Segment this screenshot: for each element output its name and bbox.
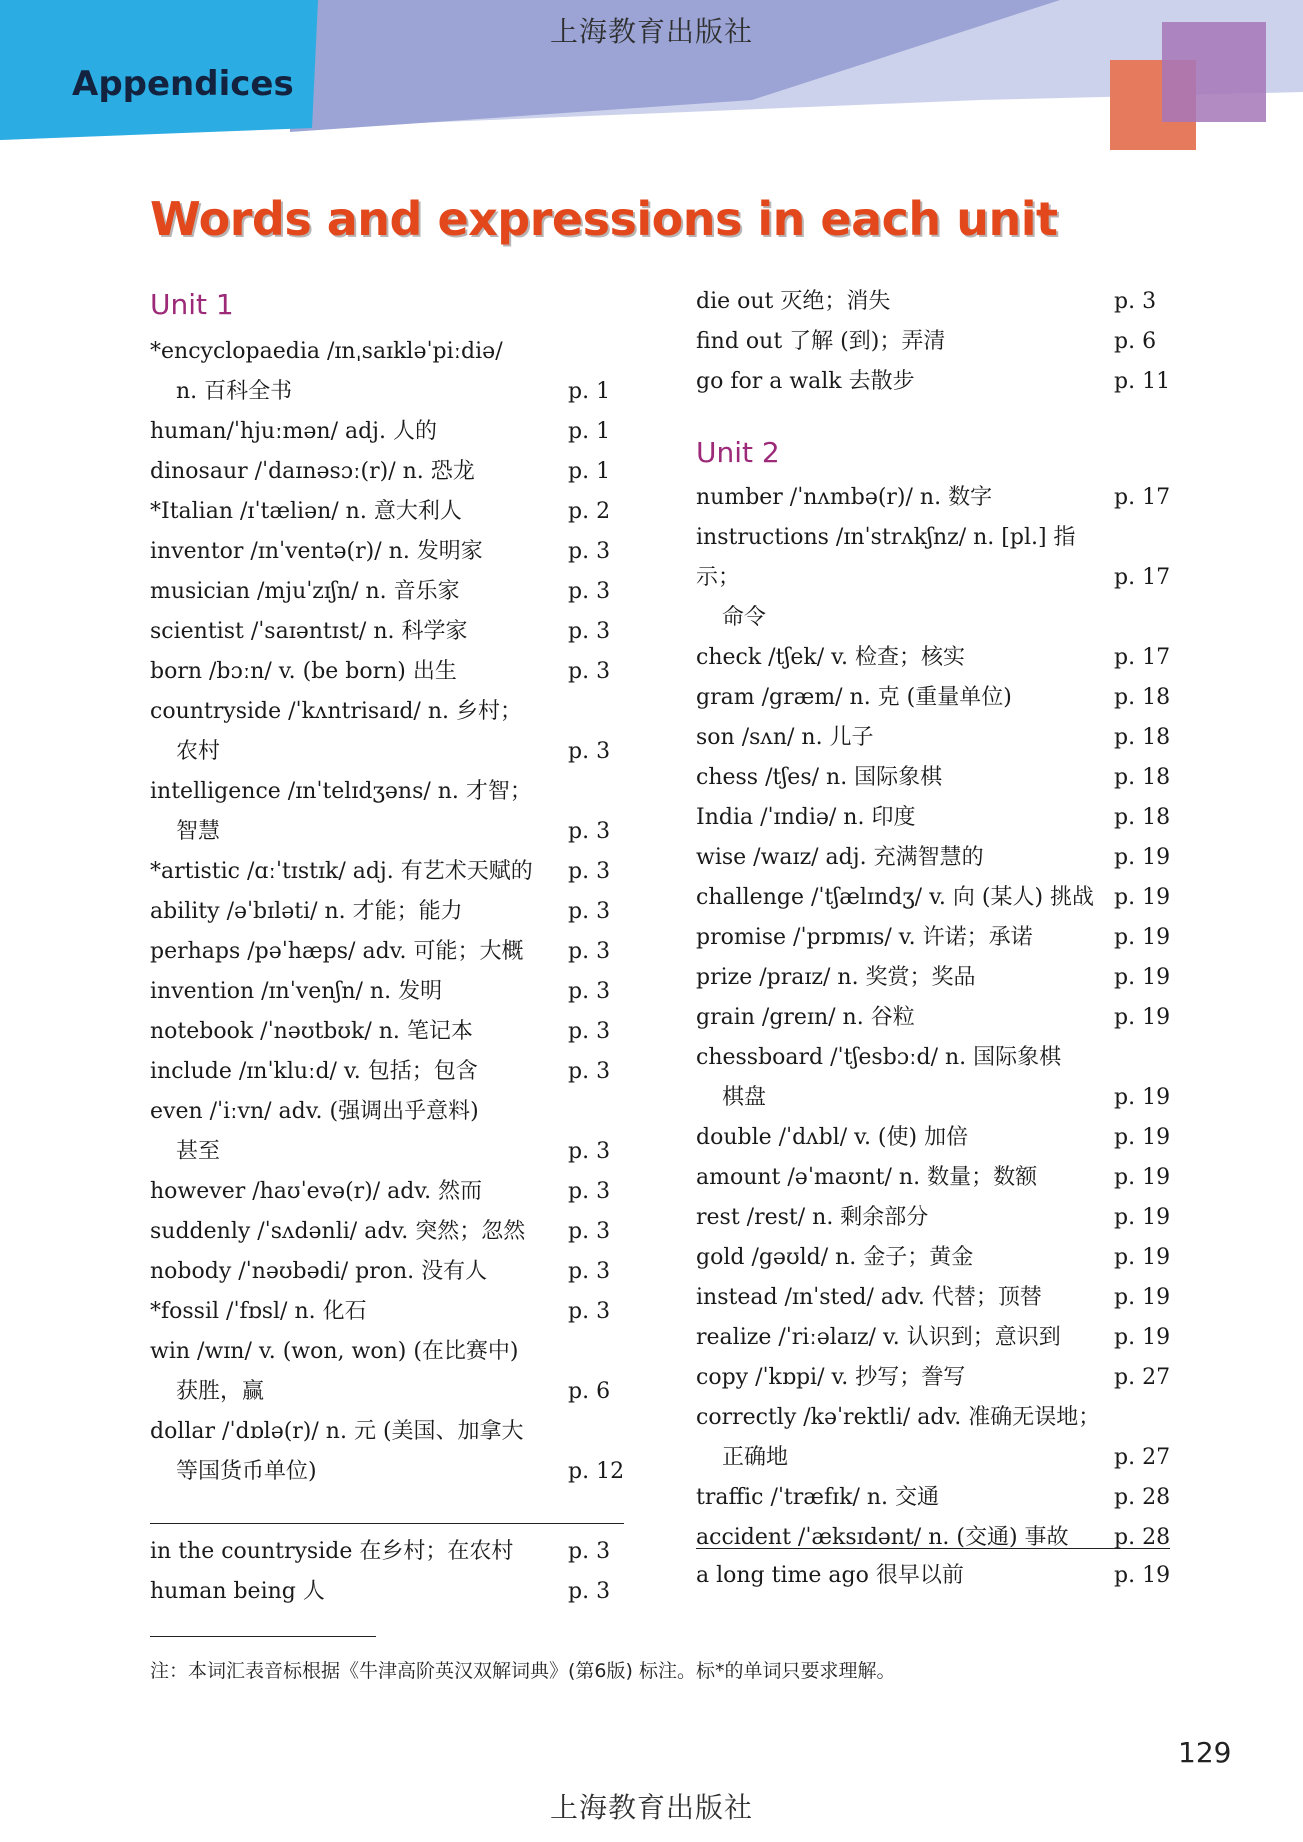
page-reference: p. 19 bbox=[1114, 885, 1171, 910]
page-reference: p. 6 bbox=[568, 1379, 611, 1404]
entry-text bbox=[696, 918, 1114, 958]
footnote-rule bbox=[150, 1636, 376, 1637]
page-reference: p. 27 bbox=[1114, 1365, 1171, 1390]
entry-headword: musician /mjuˈzɪʃn/ n. 音乐家 bbox=[150, 579, 460, 604]
entry-text bbox=[150, 1412, 568, 1492]
entry-row bbox=[150, 452, 624, 492]
unit-1-expression-list bbox=[150, 1532, 624, 1612]
entry-text bbox=[696, 1358, 1114, 1398]
entry-text bbox=[696, 958, 1114, 998]
page-reference: p. 19 bbox=[1114, 1245, 1171, 1270]
entry-row bbox=[696, 998, 1170, 1038]
entry-row bbox=[696, 1238, 1170, 1278]
entry-text bbox=[150, 1012, 568, 1052]
entry-text bbox=[150, 1172, 568, 1212]
page-reference: p. 19 bbox=[1114, 845, 1171, 870]
page-reference: p. 3 bbox=[568, 1179, 611, 1204]
entry-headword: go for a walk 去散步 bbox=[696, 369, 915, 394]
entry-headword: invention /ɪnˈvenʃn/ n. 发明 bbox=[150, 979, 443, 1004]
entry-row bbox=[696, 1556, 1170, 1596]
entry-text bbox=[696, 1198, 1114, 1238]
entry-text bbox=[150, 1292, 568, 1332]
unit-1-expression-list-continued bbox=[696, 282, 1170, 402]
entry-headword: dinosaur /ˈdaɪnəsɔː(r)/ n. 恐龙 bbox=[150, 459, 475, 484]
entry-row bbox=[150, 1092, 624, 1172]
entry-headword: *encyclopaedia /ɪnˌsaɪkləˈpiːdiə/ bbox=[150, 339, 503, 364]
entry-row bbox=[150, 932, 624, 972]
entry-text bbox=[696, 1478, 1114, 1518]
divider-rule bbox=[150, 1523, 624, 1524]
entry-headword: India /ˈɪndiə/ n. 印度 bbox=[696, 805, 916, 830]
entry-headword: correctly /kəˈrektli/ adv. 准确无误地； bbox=[696, 1405, 1101, 1430]
entry-text bbox=[696, 1318, 1114, 1358]
entry-row bbox=[696, 678, 1170, 718]
page-reference: p. 18 bbox=[1114, 725, 1171, 750]
entry-row bbox=[150, 1252, 624, 1292]
entry-row bbox=[150, 972, 624, 1012]
entry-row bbox=[696, 1278, 1170, 1318]
entry-row bbox=[150, 772, 624, 852]
entry-continuation: 农村 bbox=[176, 739, 221, 764]
entry-continuation: 获胜，赢 bbox=[176, 1379, 265, 1404]
page-reference: p. 3 bbox=[568, 619, 611, 644]
entry-text bbox=[696, 798, 1114, 838]
entry-row bbox=[150, 1012, 624, 1052]
page-reference: p. 19 bbox=[1114, 1563, 1171, 1588]
entry-text bbox=[696, 518, 1114, 638]
entry-row bbox=[696, 518, 1170, 638]
entry-text bbox=[696, 758, 1114, 798]
entry-headword: scientist /ˈsaɪəntɪst/ n. 科学家 bbox=[150, 619, 468, 644]
entry-text bbox=[696, 718, 1114, 758]
entry-text bbox=[150, 1572, 568, 1612]
page-reference: p. 17 bbox=[1114, 485, 1171, 510]
entry-headword: challenge /ˈtʃælɪndʒ/ v. 向 (某人) 挑战 bbox=[696, 885, 1095, 910]
unit-2-expression-list bbox=[696, 1556, 1170, 1596]
entry-text bbox=[150, 1532, 568, 1572]
entry-headword: *fossil /ˈfɒsl/ n. 化石 bbox=[150, 1299, 367, 1324]
entry-headword: a long time ago 很早以前 bbox=[696, 1563, 964, 1588]
entry-row bbox=[150, 852, 624, 892]
entry-headword: perhaps /pəˈhæps/ adv. 可能；大概 bbox=[150, 939, 524, 964]
entry-headword: born /bɔːn/ v. (be born) 出生 bbox=[150, 659, 457, 684]
entry-row bbox=[696, 918, 1170, 958]
entry-headword: find out 了解 (到)；弄清 bbox=[696, 329, 946, 354]
page-reference: p. 3 bbox=[568, 1539, 611, 1564]
entry-text bbox=[150, 1092, 568, 1172]
unit-1-heading: Unit 1 bbox=[150, 288, 234, 321]
entry-continuation: 甚至 bbox=[176, 1139, 221, 1164]
entry-row bbox=[696, 1198, 1170, 1238]
page-reference: p. 3 bbox=[568, 899, 611, 924]
entry-headword: amount /əˈmaʊnt/ n. 数量；数额 bbox=[696, 1165, 1038, 1190]
entry-row bbox=[150, 892, 624, 932]
entry-headword: ability /əˈbɪləti/ n. 才能；能力 bbox=[150, 899, 463, 924]
entry-headword: include /ɪnˈkluːd/ v. 包括；包含 bbox=[150, 1059, 478, 1084]
entry-row bbox=[150, 692, 624, 772]
page-reference: p. 17 bbox=[1114, 645, 1171, 670]
entry-headword: prize /praɪz/ n. 奖赏；奖品 bbox=[696, 965, 976, 990]
entry-continuation: 智慧 bbox=[176, 819, 221, 844]
entry-headword: check /tʃek/ v. 检查；核实 bbox=[696, 645, 965, 670]
page-reference: p. 3 bbox=[568, 1579, 611, 1604]
page-reference: p. 27 bbox=[1114, 1445, 1171, 1470]
entry-row bbox=[696, 1318, 1170, 1358]
entry-row bbox=[696, 1038, 1170, 1118]
watermark-bottom: 上海教育出版社 bbox=[549, 1791, 753, 1824]
entry-headword: *Italian /ɪˈtæliən/ n. 意大利人 bbox=[150, 499, 462, 524]
page-reference: p. 3 bbox=[568, 1259, 611, 1284]
page-title: Words and expressions in each unit bbox=[150, 192, 1058, 246]
page-reference: p. 17 bbox=[1114, 565, 1171, 590]
entry-text bbox=[150, 412, 568, 452]
page-reference: p. 1 bbox=[568, 419, 611, 444]
entry-headword: however /haʊˈevə(r)/ adv. 然而 bbox=[150, 1179, 483, 1204]
entry-text bbox=[150, 492, 568, 532]
page-reference: p. 1 bbox=[568, 379, 611, 404]
page-reference: p. 28 bbox=[1114, 1485, 1171, 1510]
entry-row bbox=[150, 1172, 624, 1212]
entry-text bbox=[696, 1118, 1114, 1158]
entry-text bbox=[696, 478, 1114, 518]
entry-text bbox=[150, 1212, 568, 1252]
page-reference: p. 3 bbox=[568, 1299, 611, 1324]
entry-continuation: 等国货币单位) bbox=[176, 1459, 317, 1484]
entry-headword: instead /ɪnˈsted/ adv. 代替；顶替 bbox=[696, 1285, 1042, 1310]
entry-text bbox=[150, 972, 568, 1012]
entry-row bbox=[696, 798, 1170, 838]
entry-text bbox=[150, 932, 568, 972]
entry-continuation: 命令 bbox=[722, 605, 767, 630]
entry-text bbox=[696, 1518, 1114, 1558]
entry-headword: gram /græm/ n. 克 (重量单位) bbox=[696, 685, 1012, 710]
entry-headword: notebook /ˈnəʊtbʊk/ n. 笔记本 bbox=[150, 1019, 473, 1044]
page-reference: p. 19 bbox=[1114, 965, 1171, 990]
section-label: Appendices bbox=[72, 64, 294, 104]
page-reference: p. 18 bbox=[1114, 805, 1171, 830]
page-reference: p. 19 bbox=[1114, 1125, 1171, 1150]
entry-text bbox=[150, 452, 568, 492]
entry-text bbox=[150, 1052, 568, 1092]
entry-headword: dollar /ˈdɒlə(r)/ n. 元 (美国、加拿大 bbox=[150, 1419, 524, 1444]
entry-row bbox=[696, 1118, 1170, 1158]
entry-text bbox=[696, 1278, 1114, 1318]
entry-row bbox=[150, 412, 624, 452]
page-reference: p. 3 bbox=[568, 659, 611, 684]
page-reference: p. 3 bbox=[1114, 289, 1157, 314]
entry-headword: inventor /ɪnˈventə(r)/ n. 发明家 bbox=[150, 539, 483, 564]
page-reference: p. 3 bbox=[568, 859, 611, 884]
entry-headword: rest /rest/ n. 剩余部分 bbox=[696, 1205, 929, 1230]
entry-headword: grain /greɪn/ n. 谷粒 bbox=[696, 1005, 915, 1030]
entry-headword: realize /ˈriːəlaɪz/ v. 认识到；意识到 bbox=[696, 1325, 1061, 1350]
footnote: 注：本词汇表音标根据《牛津高阶英汉双解词典》(第6版) 标注。标*的单词只要求理解。 bbox=[150, 1660, 896, 1682]
page-reference: p. 19 bbox=[1114, 1205, 1171, 1230]
entry-headword: die out 灭绝；消失 bbox=[696, 289, 891, 314]
entry-headword: chessboard /ˈtʃesbɔːd/ n. 国际象棋 bbox=[696, 1045, 1062, 1070]
page-reference: p. 3 bbox=[568, 1139, 611, 1164]
entry-headword: countryside /ˈkʌntrisaɪd/ n. 乡村； bbox=[150, 699, 522, 724]
page-reference: p. 3 bbox=[568, 579, 611, 604]
entry-text bbox=[150, 1332, 568, 1412]
divider-rule bbox=[696, 1548, 1170, 1549]
entry-headword: gold /gəʊld/ n. 金子；黄金 bbox=[696, 1245, 974, 1270]
entry-headword: number /ˈnʌmbə(r)/ n. 数字 bbox=[696, 485, 993, 510]
page-number: 129 bbox=[1178, 1736, 1232, 1769]
page-reference: p. 2 bbox=[568, 499, 611, 524]
entry-text bbox=[150, 332, 568, 412]
entry-row bbox=[150, 1572, 624, 1612]
entry-headword: instructions /ɪnˈstrʌkʃnz/ n. [pl.] 指示； bbox=[696, 525, 1076, 590]
page-reference: p. 18 bbox=[1114, 685, 1171, 710]
entry-row bbox=[150, 1332, 624, 1412]
unit-2-word-list bbox=[696, 478, 1170, 1558]
page-reference: p. 19 bbox=[1114, 925, 1171, 950]
entry-text bbox=[696, 1038, 1114, 1118]
entry-row bbox=[150, 1292, 624, 1332]
entry-row bbox=[696, 958, 1170, 998]
entry-text bbox=[150, 892, 568, 932]
entry-headword: nobody /ˈnəʊbədi/ pron. 没有人 bbox=[150, 1259, 488, 1284]
page-reference: p. 6 bbox=[1114, 329, 1157, 354]
entry-text bbox=[696, 1238, 1114, 1278]
entry-text bbox=[696, 838, 1114, 878]
page-reference: p. 3 bbox=[568, 1019, 611, 1044]
entry-text bbox=[150, 572, 568, 612]
entry-text bbox=[696, 322, 1114, 362]
entry-row bbox=[696, 478, 1170, 518]
entry-headword: human/ˈhjuːmən/ adj. 人的 bbox=[150, 419, 437, 444]
page-reference: p. 12 bbox=[568, 1459, 625, 1484]
entry-row bbox=[150, 1052, 624, 1092]
entry-text bbox=[696, 998, 1114, 1038]
entry-continuation: 正确地 bbox=[722, 1445, 789, 1470]
entry-headword: even /ˈiːvn/ adv. (强调出乎意料) bbox=[150, 1099, 479, 1124]
watermark-top: 上海教育出版社 bbox=[549, 15, 753, 48]
page-reference: p. 11 bbox=[1114, 369, 1171, 394]
entry-text bbox=[696, 638, 1114, 678]
entry-row bbox=[696, 718, 1170, 758]
entry-row bbox=[150, 492, 624, 532]
entry-row bbox=[150, 652, 624, 692]
entry-text bbox=[696, 1398, 1114, 1478]
entry-text bbox=[150, 612, 568, 652]
entry-row bbox=[150, 612, 624, 652]
entry-headword: wise /waɪz/ adj. 充满智慧的 bbox=[696, 845, 984, 870]
entry-row bbox=[696, 322, 1170, 362]
entry-headword: double /ˈdʌbl/ v. (使) 加倍 bbox=[696, 1125, 969, 1150]
entry-row bbox=[150, 1412, 624, 1492]
page-reference: p. 3 bbox=[568, 979, 611, 1004]
entry-headword: copy /ˈkɒpi/ v. 抄写；誊写 bbox=[696, 1365, 966, 1390]
entry-row bbox=[150, 532, 624, 572]
entry-headword: promise /ˈprɒmɪs/ v. 许诺；承诺 bbox=[696, 925, 1033, 950]
entry-headword: human being 人 bbox=[150, 1579, 325, 1604]
page-reference: p. 3 bbox=[568, 739, 611, 764]
entry-continuation: n. 百科全书 bbox=[176, 379, 293, 404]
entry-headword: suddenly /ˈsʌdənli/ adv. 突然；忽然 bbox=[150, 1219, 526, 1244]
entry-headword: *artistic /ɑːˈtɪstɪk/ adj. 有艺术天赋的 bbox=[150, 859, 533, 884]
entry-row bbox=[696, 838, 1170, 878]
entry-text bbox=[150, 772, 568, 852]
entry-row bbox=[150, 1532, 624, 1572]
page-reference: p. 3 bbox=[568, 1059, 611, 1084]
entry-headword: in the countryside 在乡村；在农村 bbox=[150, 1539, 514, 1564]
entry-text bbox=[696, 1556, 1114, 1596]
entry-headword: chess /tʃes/ n. 国际象棋 bbox=[696, 765, 943, 790]
entry-continuation: 棋盘 bbox=[722, 1085, 767, 1110]
entry-row bbox=[696, 1478, 1170, 1518]
entry-text bbox=[696, 282, 1114, 322]
entry-text bbox=[696, 1158, 1114, 1198]
entry-headword: son /sʌn/ n. 儿子 bbox=[696, 725, 874, 750]
entry-text bbox=[150, 652, 568, 692]
entry-headword: win /wɪn/ v. (won, won) (在比赛中) bbox=[150, 1339, 519, 1364]
entry-row bbox=[696, 282, 1170, 322]
entry-text bbox=[150, 852, 568, 892]
page-reference: p. 19 bbox=[1114, 1285, 1171, 1310]
entry-headword: traffic /ˈtræfɪk/ n. 交通 bbox=[696, 1485, 940, 1510]
entry-text bbox=[696, 878, 1114, 918]
page-reference: p. 19 bbox=[1114, 1085, 1171, 1110]
unit-2-heading: Unit 2 bbox=[696, 436, 780, 469]
entry-headword: intelligence /ɪnˈtelɪdʒəns/ n. 才智； bbox=[150, 779, 532, 804]
entry-text bbox=[696, 678, 1114, 718]
entry-row bbox=[696, 1398, 1170, 1478]
entry-text bbox=[150, 1252, 568, 1292]
entry-headword: accident /ˈæksɪdənt/ n. (交通) 事故 bbox=[696, 1525, 1069, 1550]
entry-text bbox=[150, 532, 568, 572]
page-reference: p. 19 bbox=[1114, 1165, 1171, 1190]
entry-row bbox=[696, 1518, 1170, 1558]
page-reference: p. 19 bbox=[1114, 1005, 1171, 1030]
page-reference: p. 18 bbox=[1114, 765, 1171, 790]
entry-row bbox=[150, 332, 624, 412]
page-reference: p. 3 bbox=[568, 939, 611, 964]
entry-text bbox=[150, 692, 568, 772]
page-reference: p. 3 bbox=[568, 1219, 611, 1244]
page-reference: p. 3 bbox=[568, 819, 611, 844]
page-reference: p. 1 bbox=[568, 459, 611, 484]
entry-row bbox=[150, 1212, 624, 1252]
entry-text bbox=[696, 362, 1114, 402]
entry-row bbox=[696, 878, 1170, 918]
entry-row bbox=[696, 362, 1170, 402]
entry-row bbox=[696, 1158, 1170, 1198]
page-reference: p. 3 bbox=[568, 539, 611, 564]
entry-row bbox=[150, 572, 624, 612]
page-reference: p. 28 bbox=[1114, 1525, 1171, 1550]
entry-row bbox=[696, 638, 1170, 678]
unit-1-word-list bbox=[150, 332, 624, 1492]
page-reference: p. 19 bbox=[1114, 1325, 1171, 1350]
entry-row bbox=[696, 758, 1170, 798]
entry-row bbox=[696, 1358, 1170, 1398]
